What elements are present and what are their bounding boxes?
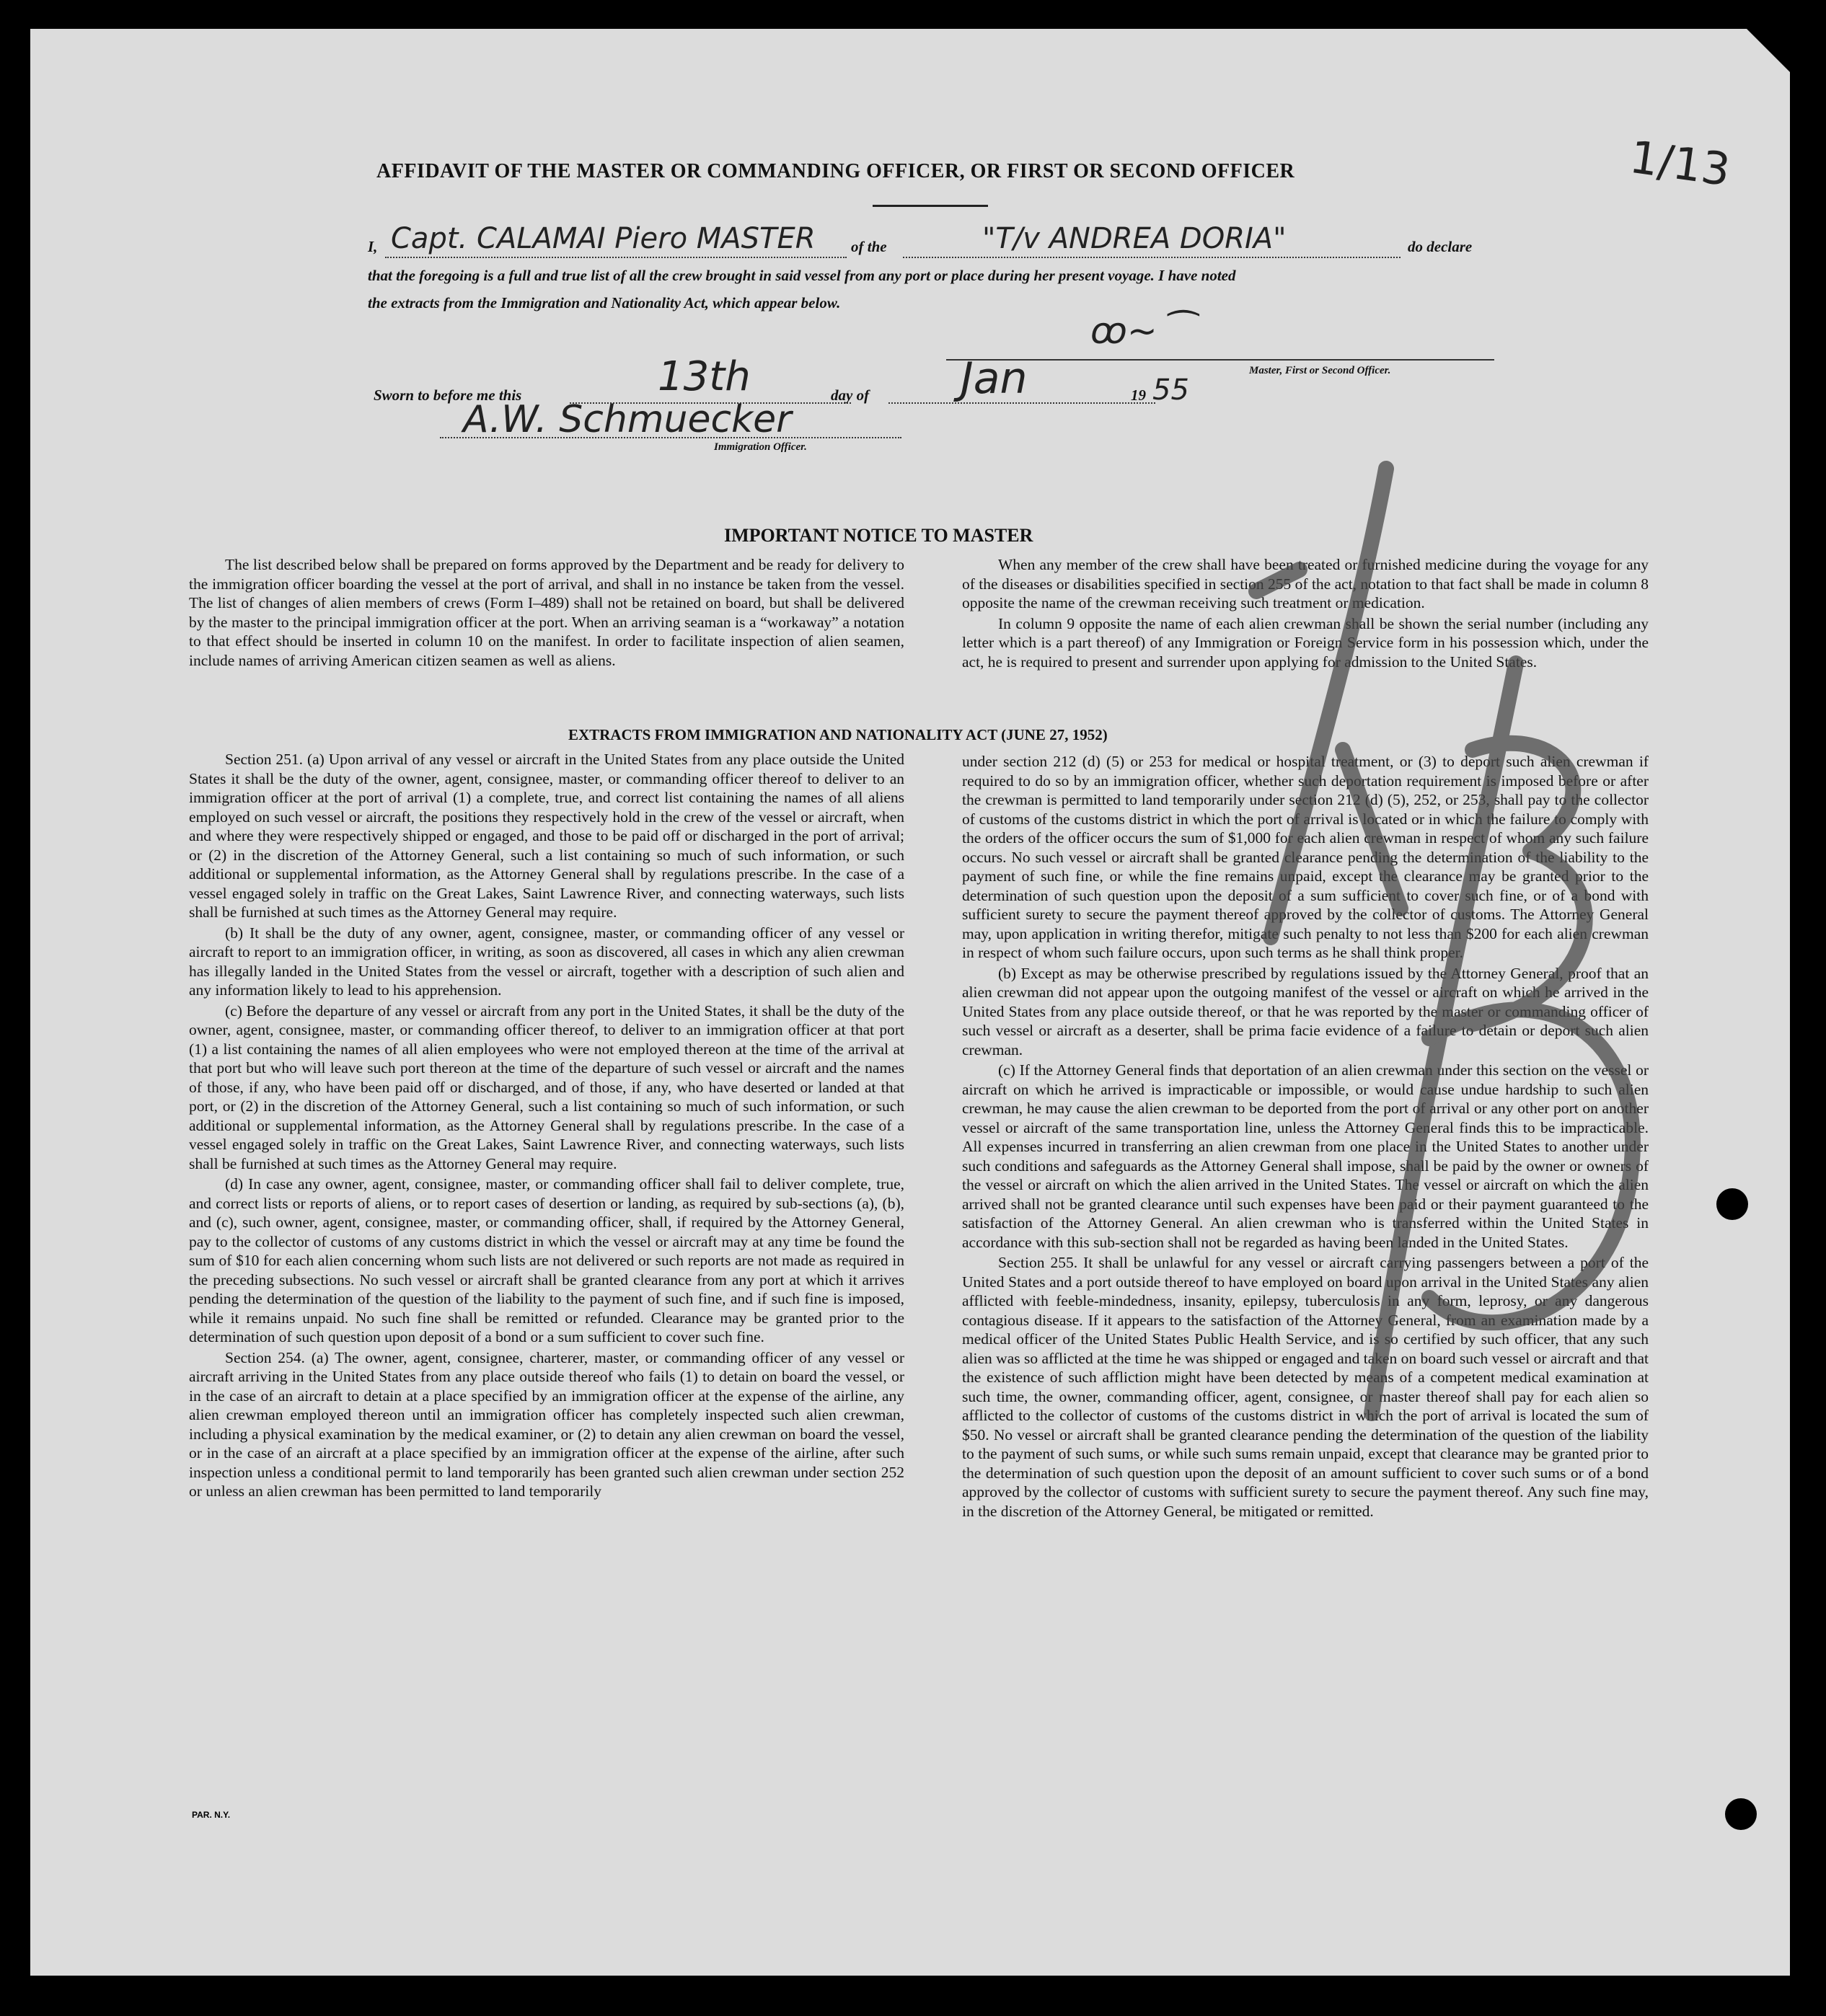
handwritten-day: 13th (658, 353, 751, 400)
handwritten-year: 55 (1152, 373, 1189, 407)
immigration-officer-signature: A.W. Schmuecker (463, 398, 792, 441)
extract-section-254-b: (b) Except as may be otherwise prescribed by regulations issued by the Attorney General, proof that an alien crewman did not appear upon the outgoing manifest of the vessel or aircraft on which he arrived in the United States from any place outside thereof, or that he was reported by the master or commanding officer of such vessel or aircraft as a deserter, shall be prima facie evidence of a failure to detain or deport such alien crewman. (962, 964, 1649, 1058)
extract-section-254-c: (c) If the Attorney General finds that deportation of an alien crewman under this section on the vessel or aircraft on which he arrived is impracticable or impossible, or would cause undue hardship to such alien crewman, he may cause the alien crewman to be deported from the port of arrival or any other port on another vessel or aircraft of the same transportation line, unless the Attorney General finds this to be impracticable. All expenses incurred in transferring an alien crewman from one place in the United States to another under such conditions and safeguards as the Attorney General shall impose, shall be paid by the owner or owners of the vessel or aircraft on which the alien arrived in the United States. The vessel or aircraft on which the alien arrived shall not be granted clearance until such expenses have been paid or their payment guaranteed to the satisfaction of the Attorney General. An alien crewman who is transferred within the United States in accordance with this sub-section shall not be regarded as having been landed in the United States. (962, 1061, 1649, 1251)
extract-section-254-a: Section 254. (a) The owner, agent, consignee, charterer, master, or commanding officer of any vessel or aircraft arriving in the United States from any place outside thereof who fails (1) to detain on board the vessel, or in the case of an aircraft to detain at a place specified by an immigration officer at the expense of the airline, any alien crewman employed thereon until an immigration officer has completely inspected such alien crewman, including a physical examination by the medical examiner, or (2) to detain any alien crewman on board the vessel, or in the case of an aircraft at a place specified by an immigration officer at the expense of the airline, after such inspection unless a conditional permit to land temporarily has been granted such alien crewman under section 252 or unless an alien crewman has been permitted to land temporarily (189, 1348, 904, 1500)
notice-right-paragraph-1: When any member of the crew shall have been treated or furnished medicine during the voyage for any of the diseases or disabilities specified in section 255 of the act, notation to that fact shall be made in column 8 opposite the name of the crewman receiving such treatment or medication. (962, 556, 1649, 611)
affidavit-title: AFFIDAVIT OF THE MASTER OR COMMANDING OFFICER, OR FIRST OR SECOND OFFICER (376, 160, 1295, 182)
extracts-heading: EXTRACTS FROM IMMIGRATION AND NATIONALITY ACT (JUNE 27, 1952) (568, 726, 1108, 743)
vessel-blank (903, 257, 1401, 258)
master-signature-line (946, 359, 1494, 361)
extract-section-255: Section 255. It shall be unlawful for any vessel or aircraft carrying passengers between a port of the United States and a port outside thereof to have employed on board upon arrival in the United States any alien afflicted with feeble-mindedness, insanity, epilepsy, tuberculosis in any form, leprosy, or any dangerous contagious disease. If it appears to the satisfaction of the Attorney General, from an examination made by a medical officer of the United States Public Health Service, and is so certified by such officer, that any such alien was so afflicted at the time he was shipped or engaged and taken on board such vessel or aircraft and that the existence of such affliction might have been detected by means of a competent medical examination at such time, the owner, commanding officer, agent, consignee, or master thereof shall pay for each alien so afflicted to the collector of customs of the customs district in which the port of arrival is located the sum of $50. No vessel or aircraft shall be granted clearance pending the determination of the question of the liability to the payment of such sums, or while such sums remain unpaid, except that clearance may be granted prior to the determination of such question upon the deposit of an amount sufficient to cover such sums or of a bond approved by the collector of customs with sufficient surety to secure the payment thereof. Any such fine may, in the discretion of the Attorney General, be mitigated or remitted. (962, 1254, 1649, 1520)
punch-hole-lower (1725, 1798, 1757, 1830)
immigration-officer-caption: Immigration Officer. (714, 441, 807, 453)
notice-left-column (189, 555, 904, 671)
master-officer-caption: Master, First or Second Officer. (1249, 365, 1391, 376)
master-signature: ꝏ~ ⁀ (1090, 310, 1198, 352)
year-prefix: 19 (1131, 386, 1146, 404)
extract-section-254-a-continued: under section 212 (d) (5) or 253 for medical or hospital treatment, or (3) to deport such alien crewman if required to do so by an immigration officer, whether such deportation requirement is imposed before or after the crewman is permitted to land temporarily under section 212 (d) (5), 252, or 253, shall pay to the collector of customs of the customs district in which the port of arrival is located or in which the failure to comply with the orders of the officer occurs the sum of $1,000 for each alien crewman in respect of whom any such failure occurs. No such vessel or aircraft shall be granted clearance pending the determination of the liability to the payment of such fine, or while the fine remains unpaid, except the clearance may be granted prior to the determination of such question upon the deposit of a sum sufficient to cover such fine, or of a bond with sufficient surety to secure the payment thereof approved by the collector of customs. The Attorney General may, upon application in writing therefor, mitigate such penalty to not less than $200 for each alien crewman in respect of whom such failure occurs, upon such terms as he shall think proper. (962, 753, 1649, 961)
punch-hole-upper (1716, 1188, 1748, 1220)
notice-left-paragraph: The list described below shall be prepared on forms approved by the Department and be ready for delivery to the immigration officer boarding the vessel at the port of arrival, and shall in no instance be taken from the vessel. The list of changes of alien members of crews (Form I–489) shall not be retained on board, but shall be delivered by the master to the principal immigration officer at the port. When an arriving seaman is a “workaway” a notation to that effect should be inserted in column 10 on the manifest. In order to facilitate inspection of alien seamen, include names of arriving American citizen seamen as well as aliens. (189, 556, 904, 669)
folded-corner (1747, 29, 1790, 72)
handwritten-master-name: Capt. CALAMAI Piero MASTER (391, 222, 816, 255)
extracts-left-column (189, 750, 904, 1503)
extract-section-251-d: (d) In case any owner, agent, consignee, master, or commanding officer shall fail to deliver complete, true, and correct lists or reports of aliens, or to report cases of desertion or landing, as required by sub-sections (a), (b), and (c), such owner, agent, consignee, master, or commanding officer, shall, if required by the Attorney General, pay to the collector of customs of any customs district in which the vessel or aircraft may at any time be found the sum of $10 for each alien concerning whom such lists are not delivered or such reports are not made as required in the preceding subsections. No such vessel or aircraft shall be granted clearance from any port at which it arrives pending the determination of the question of the liability to the payment of such fine, and if such fine is imposed, while it remains unpaid. No such fine shall be remitted or refunded. Clearance may be granted prior to the determination of such question upon deposit of a bond or a sum sufficient to cover such fine. (189, 1175, 904, 1345)
extracts-right-column (962, 752, 1649, 1522)
extract-section-251-c: (c) Before the departure of any vessel or aircraft from any port in the United States, it shall be the duty of the owner, agent, consignee, master, or commanding officer thereof, to deliver to an immigration officer at that port (1) a list containing the names of all alien employees who were not employed thereon at the time of the arrival at that port but who will leave such port thereon at the time of the departure of such vessel or aircraft and the names of those, if any, who have been paid off or discharged, and of those, if any, who have deserted or landed at that port, or (2) in the discretion of the Attorney General, such a list containing so much of such information, or such additional or supplemental information, as the Attorney General shall by regulations prescribe. In the case of a vessel engaged solely in traffic on the Great Lakes, Saint Lawrence River, and connecting waterways, such lists shall be furnished at such times as the Attorney General may require. (189, 1002, 904, 1172)
declaration-line-3: the extracts from the Immigration and Nationality Act, which appear below. (368, 294, 841, 311)
notice-heading: IMPORTANT NOTICE TO MASTER (724, 525, 1033, 546)
declaration-prefix: I, (368, 238, 378, 255)
document-page (30, 29, 1790, 1976)
sworn-label: Sworn to before me this (374, 386, 522, 404)
day-of-label: day of (831, 386, 870, 404)
handwritten-vessel-name: "T/v ANDREA DORIA" (982, 222, 1287, 255)
notice-right-paragraph-2: In column 9 opposite the name of each alien crewman shall be shown the serial number (including any letter which is a part thereof) of any Immigration or Foreign Service form in his possession which, under the act, he is required to present and surrender upon applying for admission to the United States. (962, 614, 1649, 671)
handwritten-page-note: 1/13 (1626, 130, 1734, 197)
printer-mark: PAR. N.Y. (192, 1810, 231, 1820)
extract-section-251-b: (b) It shall be the duty of any owner, agent, consignee, master, or commanding officer of any vessel or aircraft to report to an immigration officer, in writing, as soon as discovered, all cases in which any alien crewman has illegally landed in the United States from the vessel or aircraft, together with a description of such alien and any information likely to lead to his apprehension. (189, 924, 904, 999)
do-declare-label: do declare (1408, 238, 1473, 255)
notice-right-column (962, 555, 1649, 673)
handwritten-month: Jan (961, 353, 1028, 404)
extract-section-251-a: Section 251. (a) Upon arrival of any vessel or aircraft in the United States from any place outside the United States it shall be the duty of the owner, agent, consignee, master, or commanding officer thereof to deliver to an immigration officer at the port of arrival (1) a complete, true, and correct list containing the names of all aliens employed on such vessel or aircraft, the positions they respectively hold in the crew of the vessel or aircraft, when and where they were respectively shipped or engaged, and those to be paid off or discharged in the port of arrival; or (2) in the discretion of the Attorney General, such a list containing so much of such information, or such additional or supplemental information, as the Attorney General shall by regulations prescribe. In the case of a vessel engaged solely in traffic on the Great Lakes, Saint Lawrence River, and connecting waterways, such lists shall be furnished at such times as the Attorney General may require. (189, 751, 904, 921)
declaration-line-2: that the foregoing is a full and true list of all the crew brought in said vessel from any port or place during her present voyage. I have noted (368, 267, 1236, 284)
name-blank (385, 257, 847, 258)
title-divider (873, 205, 988, 207)
of-the-label: of the (851, 238, 887, 255)
immigration-signature-line (440, 437, 901, 438)
